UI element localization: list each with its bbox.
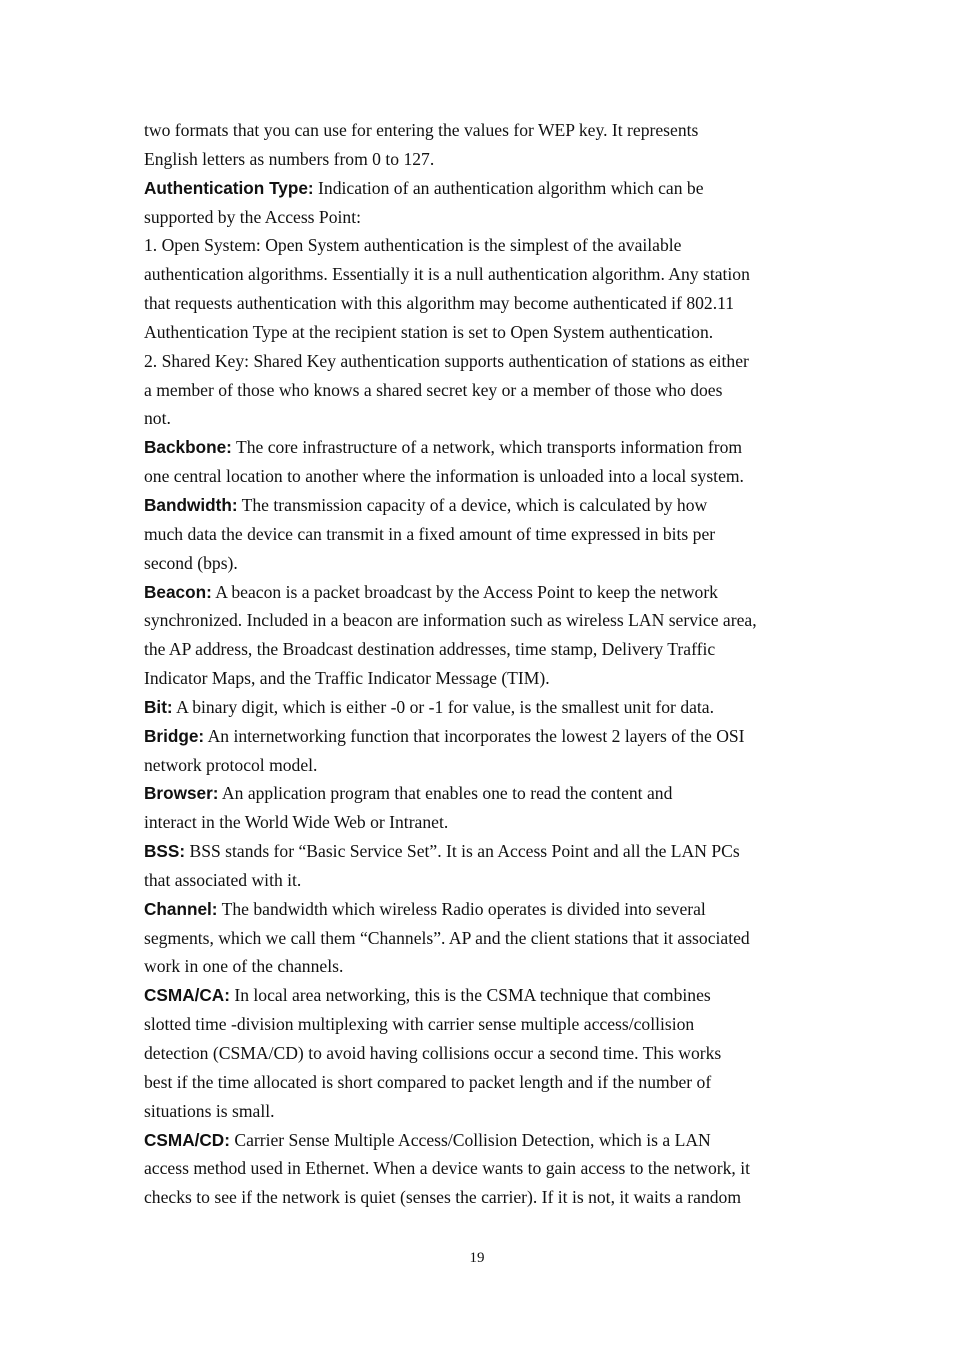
definition-line: supported by the Access Point: bbox=[144, 206, 361, 227]
definition-line: segments, which we call them “Channels”. AP and the client stations that it associated bbox=[144, 927, 750, 948]
definition-line: much data the device can transmit in a fixed amount of time expressed in bits per bbox=[144, 523, 716, 544]
definition-line: 1. Open System: Open System authentication is the simplest of the available bbox=[144, 235, 682, 256]
definition-line: slotted time -division multiplexing with carrier sense multiple access/collision bbox=[144, 1014, 695, 1035]
definition-line: Indicator Maps, and the Traffic Indicator Message (TIM). bbox=[144, 668, 550, 689]
definition-line: Authentication Type at the recipient station is set to Open System authentication. bbox=[144, 321, 714, 342]
definition-text: An internetworking function that incorporates the lowest 2 layers of the OSI bbox=[204, 725, 745, 746]
glossary-entry-channel bbox=[144, 895, 820, 982]
term-label: Browser: bbox=[144, 783, 219, 804]
glossary-entry-bit bbox=[144, 693, 820, 722]
definition-text: An application program that enables one to read the content and bbox=[218, 783, 673, 804]
term-label: Beacon: bbox=[144, 581, 212, 602]
definition-line: second (bps). bbox=[144, 552, 238, 573]
definition-line: best if the time allocated is short compared to packet length and if the number of bbox=[144, 1071, 712, 1092]
definition-line: checks to see if the network is quiet (senses the carrier). If it is not, it waits a random bbox=[144, 1187, 742, 1208]
glossary-entry-bss bbox=[144, 837, 820, 895]
definition-line: synchronized. Included in a beacon are information such as wireless LAN service area, bbox=[144, 610, 757, 631]
glossary-entry-browser bbox=[144, 779, 820, 837]
definition-line: that associated with it. bbox=[144, 869, 302, 890]
definition-line: interact in the World Wide Web or Intranet. bbox=[144, 812, 449, 833]
term-label: Bridge: bbox=[144, 725, 205, 746]
glossary-entry-authentication-type bbox=[144, 174, 820, 434]
definition-text: Indication of an authentication algorithm which can be bbox=[313, 177, 704, 198]
definition-line: detection (CSMA/CD) to avoid having collisions occur a second time. This works bbox=[144, 1043, 722, 1063]
glossary-entry-backbone bbox=[144, 433, 820, 491]
definition-line: one central location to another where the information is unloaded into a local system. bbox=[144, 466, 744, 487]
term-label: Bandwidth: bbox=[144, 494, 238, 515]
definition-text: A binary digit, which is either -0 or -1 for value, is the smallest unit for data. bbox=[172, 696, 715, 717]
definition-text: Carrier Sense Multiple Access/Collision Detection, which is a LAN bbox=[229, 1129, 711, 1150]
term-label: Backbone: bbox=[144, 437, 232, 458]
term-label: Bit: bbox=[144, 696, 173, 717]
definition-line: authentication algorithms. Essentially it is a null authentication algorithm. Any station bbox=[144, 264, 750, 285]
definition-line: work in one of the channels. bbox=[144, 956, 344, 977]
definition-line: a member of those who knows a shared secret key or a member of those who does bbox=[144, 379, 723, 400]
glossary-entry-bandwidth bbox=[144, 491, 820, 578]
glossary-entry-bridge bbox=[144, 722, 820, 780]
definition-text: A beacon is a packet broadcast by the Access Point to keep the network bbox=[211, 581, 718, 602]
term-label: Authentication Type: bbox=[144, 177, 314, 198]
definition-line: the AP address, the Broadcast destination addresses, time stamp, Delivery Traffic bbox=[144, 639, 716, 660]
definition-line: situations is small. bbox=[144, 1100, 275, 1121]
definition-text: The core infrastructure of a network, which transports information from bbox=[231, 437, 743, 458]
term-label: BSS: bbox=[144, 841, 186, 862]
glossary-page bbox=[144, 116, 820, 1212]
definition-text: The bandwidth which wireless Radio operates is divided into several bbox=[217, 898, 706, 919]
definition-line: 2. Shared Key: Shared Key authentication supports authentication of stations as either bbox=[144, 350, 749, 371]
definition-line: not. bbox=[144, 408, 171, 429]
page-number: 19 bbox=[469, 1250, 485, 1266]
continuation-line: two formats that you can use for entering the values for WEP key. It represents bbox=[144, 120, 699, 140]
definition-line: access method used in Ethernet. When a device wants to gain access to the network, it bbox=[144, 1158, 750, 1179]
continuation-line: English letters as numbers from 0 to 127. bbox=[144, 148, 435, 169]
term-label: CSMA/CA: bbox=[144, 985, 230, 1006]
definition-text: BSS stands for “Basic Service Set”. It is an Access Point and all the LAN PCs bbox=[185, 841, 740, 862]
term-label: CSMA/CD: bbox=[144, 1129, 230, 1150]
definition-text: The transmission capacity of a device, which is calculated by how bbox=[237, 494, 708, 515]
term-label: Channel: bbox=[144, 898, 218, 919]
definition-text: In local area networking, this is the CSMA technique that combines bbox=[229, 985, 711, 1006]
glossary-entry-csma-ca bbox=[144, 981, 820, 1125]
definition-line: network protocol model. bbox=[144, 754, 318, 775]
definition-line: that requests authentication with this algorithm may become authenticated if 802.11 bbox=[144, 293, 735, 314]
glossary-entry-beacon bbox=[144, 578, 820, 693]
glossary-entry-csma-cd bbox=[144, 1126, 820, 1213]
